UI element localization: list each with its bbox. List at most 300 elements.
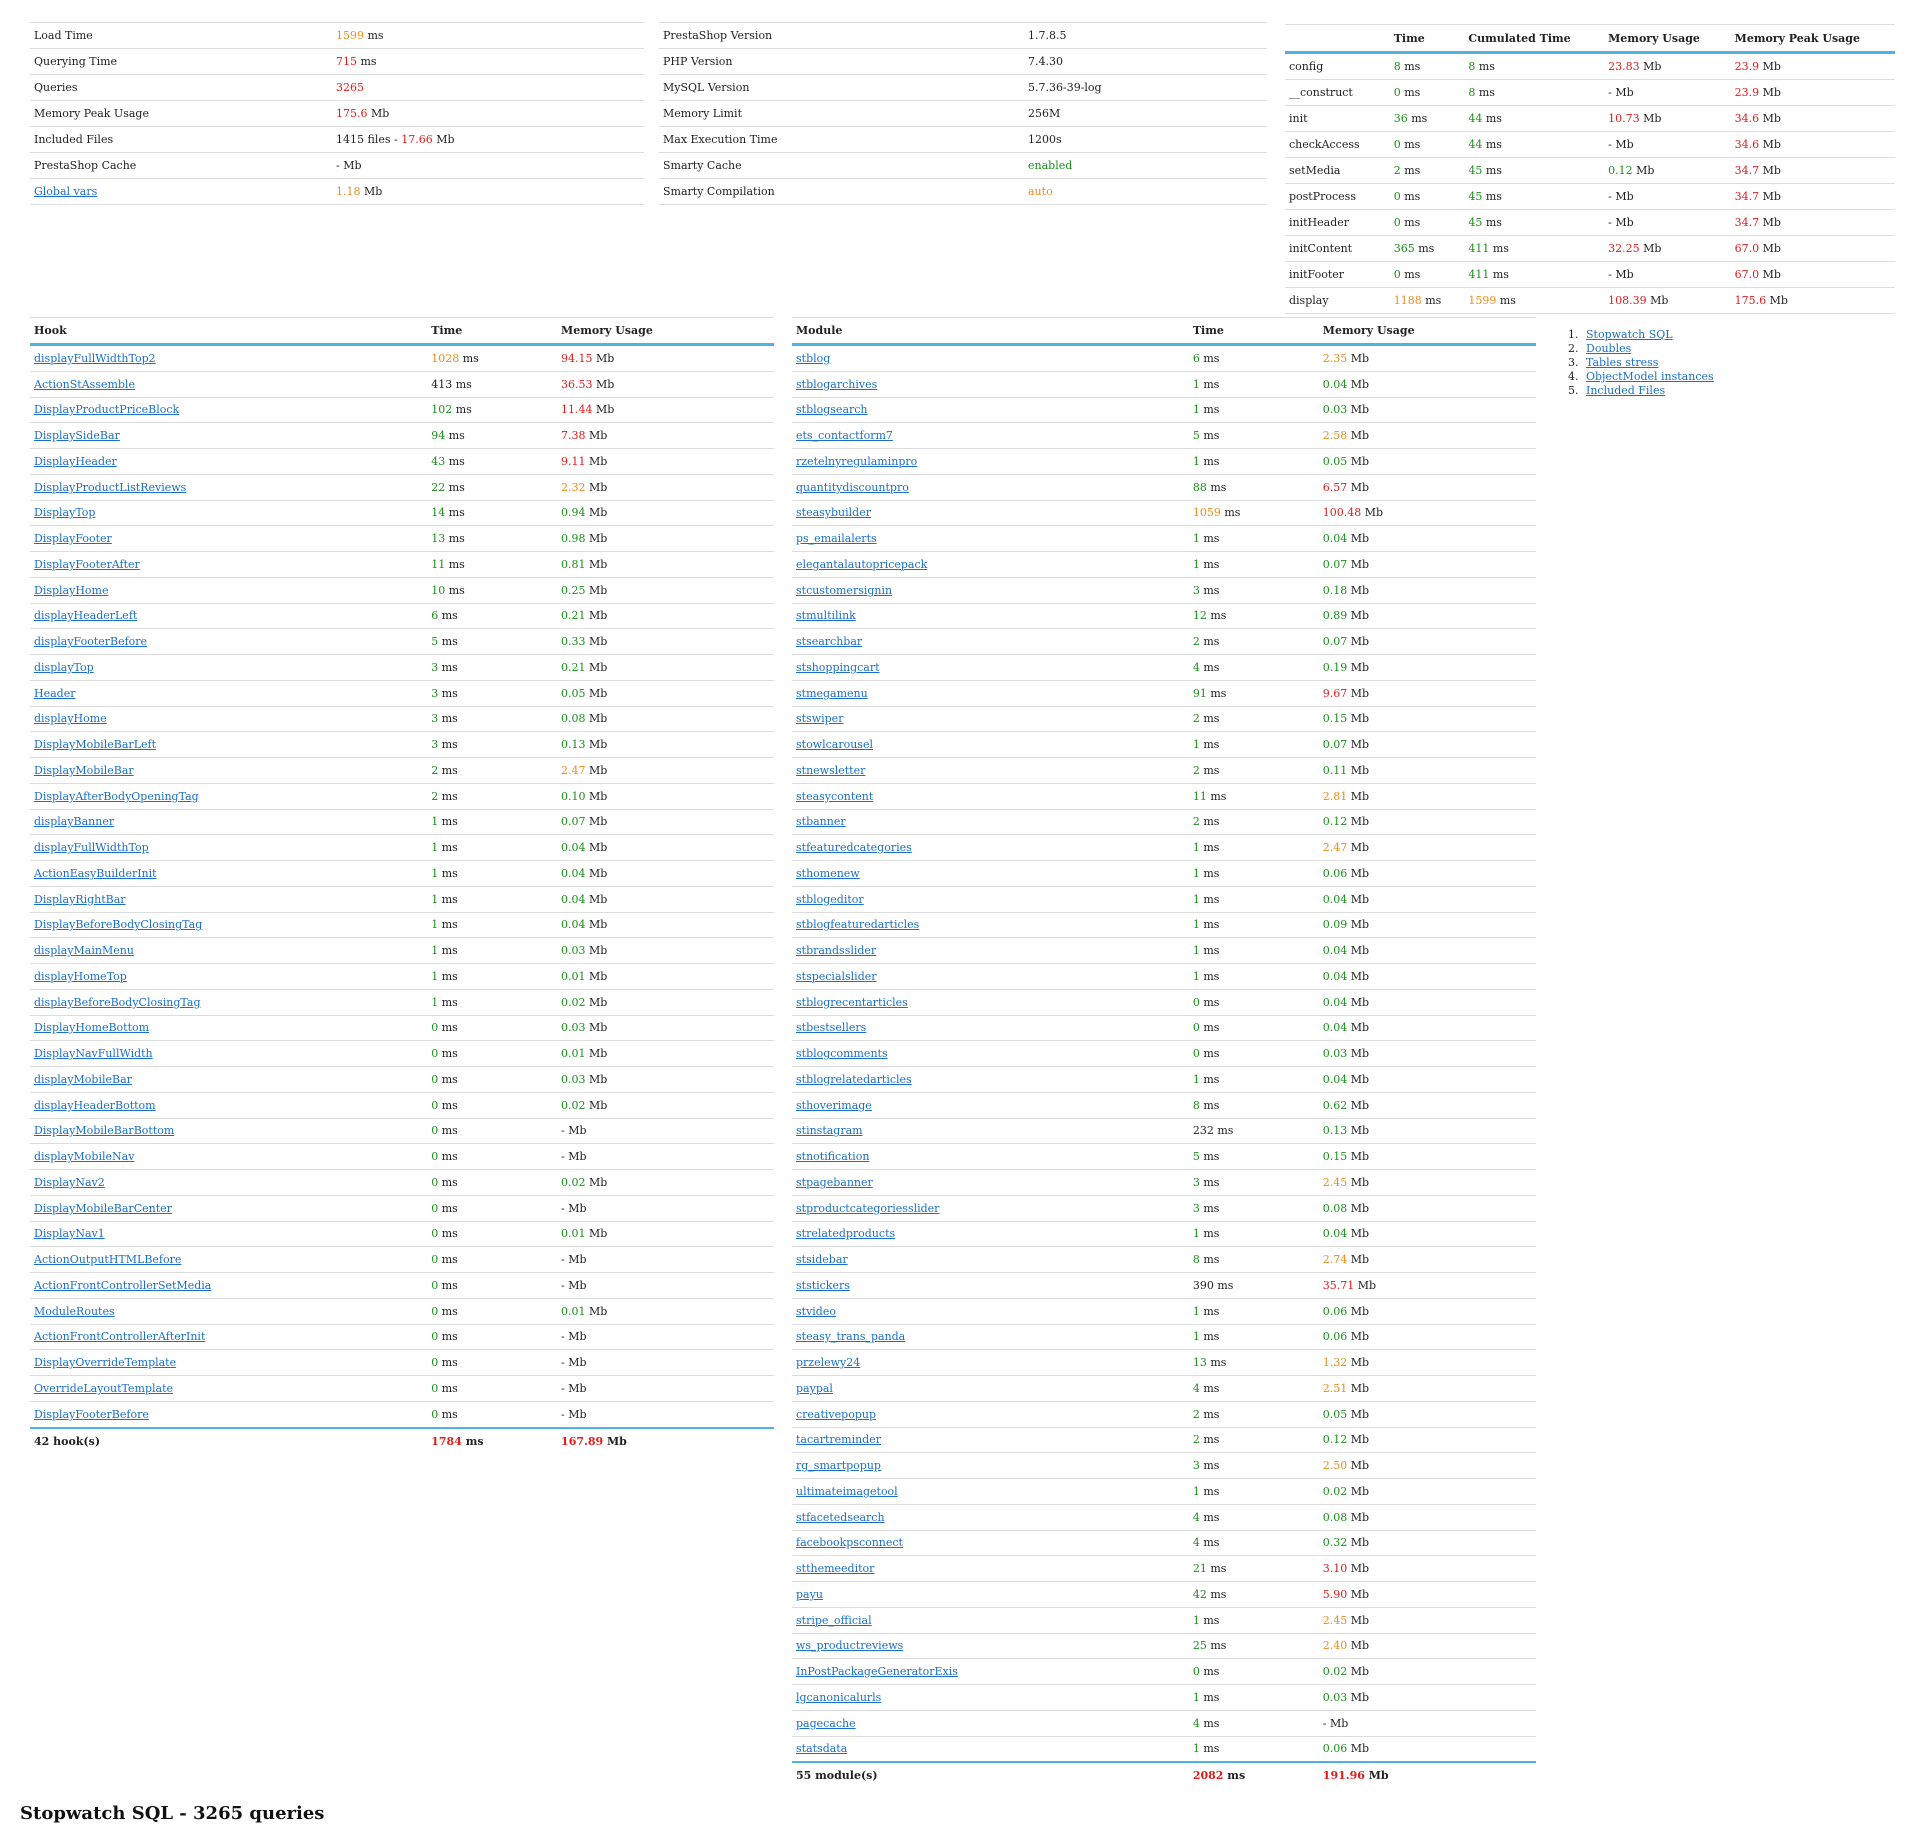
hook-name-link[interactable]: displayHeaderBottom — [34, 1098, 156, 1112]
hook-name-cell — [30, 526, 427, 552]
hook-name-link[interactable]: ActionStAssemble — [34, 377, 135, 391]
unit-label: Mb — [1347, 660, 1370, 674]
module-time-cell — [1189, 1118, 1319, 1144]
hook-name-link[interactable]: DisplayHomeBottom — [34, 1021, 150, 1035]
hook-time-value: 0 — [431, 1175, 439, 1189]
unit-label: Mb — [432, 133, 455, 146]
module-name-link[interactable]: stvideo — [796, 1304, 836, 1318]
hook-memory-value: 0.21 — [561, 660, 586, 674]
profiler-link-item — [1582, 328, 1714, 342]
hook-time-value: 1 — [431, 918, 439, 932]
module-name-link[interactable]: stblogarchives — [796, 377, 878, 391]
module-memory-cell — [1319, 1324, 1536, 1350]
summary-main-table — [30, 22, 644, 205]
hook-time-cell — [427, 861, 557, 887]
hook-time-cell — [427, 1298, 557, 1324]
hook-memory-value: 0.98 — [561, 532, 586, 546]
hook-name-link[interactable]: DisplayMobileBarLeft — [34, 738, 156, 752]
module-memory-value: 0.12 — [1322, 1433, 1348, 1447]
hook-time-value: 0 — [431, 1227, 439, 1241]
module-time-cell — [1189, 912, 1319, 938]
unit-label: ms — [1199, 995, 1220, 1009]
module-memory-cell — [1319, 835, 1536, 861]
summary-label-cell — [30, 23, 332, 49]
unit-label: Mb — [1347, 1098, 1370, 1112]
unit-label: ms — [357, 55, 377, 68]
module-memory-cell — [1319, 397, 1536, 423]
module-time-cell — [1189, 1195, 1319, 1221]
module-name-link[interactable]: stinstagram — [796, 1124, 863, 1138]
hook-name-cell — [30, 1041, 427, 1067]
hook-memory-value: 0.21 — [561, 609, 586, 623]
hook-name-link[interactable]: DisplayProductPriceBlock — [34, 403, 180, 417]
hook-time-cell — [427, 474, 557, 500]
module-memory-value: 2.40 — [1322, 1639, 1348, 1653]
module-name-link[interactable]: stblogcomments — [796, 1047, 888, 1061]
unit-label: ms — [1199, 557, 1220, 571]
controller-cum-value: 44 — [1468, 138, 1483, 151]
module-time-value: 8 — [1192, 1253, 1200, 1267]
module-name-link[interactable]: ststickers — [796, 1278, 850, 1292]
hook-time-value: 0 — [431, 1047, 439, 1061]
module-name-cell — [792, 371, 1189, 397]
controller-step-cell — [1285, 288, 1390, 314]
module-memory-cell — [1319, 1273, 1536, 1299]
module-name-link[interactable]: rzetelnyregulaminpro — [796, 454, 918, 468]
controller-cum-value: 1599 — [1468, 294, 1497, 307]
module-name-link[interactable]: facebookpsconnect — [796, 1536, 903, 1550]
controller-mem-cell — [1604, 53, 1731, 80]
hook-row — [30, 938, 774, 964]
env-value: 1.7.8.5 — [1028, 29, 1067, 42]
controller-peak-cell — [1731, 158, 1895, 184]
module-name-link[interactable]: ws_productreviews — [796, 1639, 904, 1653]
module-name-link[interactable]: stsearchbar — [796, 635, 863, 649]
unit-label: Mb — [585, 1072, 608, 1086]
controller-peak-value: 34.7 — [1734, 164, 1760, 177]
hook-name-link[interactable]: OverrideLayoutTemplate — [34, 1381, 174, 1395]
module-row — [792, 1298, 1536, 1324]
module-memory-cell — [1319, 680, 1536, 706]
module-time-value: 88 — [1192, 480, 1207, 494]
module-name-link[interactable]: stswiper — [796, 712, 844, 726]
unit-label: ms — [1482, 164, 1502, 177]
module-name-link[interactable]: stblogrecentarticles — [796, 995, 908, 1009]
controller-peak-value: 34.7 — [1734, 190, 1760, 203]
hook-row — [30, 989, 774, 1015]
unit-label: Mb — [1759, 60, 1781, 73]
hook-memory-value: 0.04 — [561, 866, 586, 880]
module-name-link[interactable]: ps_emailalerts — [796, 532, 877, 546]
hook-name-cell — [30, 1401, 427, 1427]
hook-name-link[interactable]: Header — [34, 686, 76, 700]
module-name-link[interactable]: stbanner — [796, 815, 846, 829]
env-value-cell — [1024, 153, 1267, 179]
hook-name-link[interactable]: DisplayAfterBodyOpeningTag — [34, 789, 199, 803]
hook-memory-value: 0.01 — [561, 1304, 586, 1318]
module-memory-value: 2.51 — [1322, 1381, 1348, 1395]
hook-name-cell — [30, 1015, 427, 1041]
unit-label: ms — [438, 738, 458, 752]
profiler-link[interactable]: Stopwatch SQL — [1586, 328, 1673, 341]
module-time-cell — [1189, 1067, 1319, 1093]
hook-time-value: 0 — [431, 1021, 439, 1035]
hook-row — [30, 783, 774, 809]
hook-name-link[interactable]: DisplaySideBar — [34, 429, 120, 443]
module-name-link[interactable]: stmegamenu — [796, 686, 868, 700]
hook-name-cell — [30, 423, 427, 449]
hook-memory-value: 0.25 — [561, 583, 586, 597]
summary-value-cell — [332, 179, 644, 205]
module-name-link[interactable]: stblogfeaturedarticles — [796, 918, 920, 932]
hook-name-cell — [30, 1221, 427, 1247]
module-row — [792, 397, 1536, 423]
module-name-link[interactable]: creativepopup — [796, 1407, 876, 1421]
hook-name-link[interactable]: displayHeaderLeft — [34, 609, 138, 623]
hook-name-link[interactable]: DisplayFooterAfter — [34, 557, 140, 571]
hook-name-link[interactable]: DisplayRightBar — [34, 892, 126, 906]
hook-memory-value: 2.47 — [561, 763, 586, 777]
module-name-link[interactable]: stbestsellers — [796, 1021, 867, 1035]
hook-row — [30, 809, 774, 835]
unit-label: ms — [1407, 112, 1428, 125]
hook-name-link[interactable]: DisplayBeforeBodyClosingTag — [34, 918, 203, 932]
env-label-cell — [659, 179, 1024, 205]
unit-label: Mb — [1347, 635, 1370, 649]
hook-name-link[interactable]: DisplayNav2 — [34, 1175, 105, 1189]
unit-label: Mb — [1347, 866, 1370, 880]
module-name-link[interactable]: steasycontent — [796, 789, 874, 803]
module-name-link[interactable]: ets_contactform7 — [796, 429, 893, 443]
module-name-cell — [792, 1376, 1189, 1402]
hook-memory-value: 0.94 — [561, 506, 586, 520]
module-name-link[interactable]: stcustomersignin — [796, 583, 893, 597]
unit-label: ms — [438, 660, 458, 674]
hook-name-link[interactable]: ModuleRoutes — [34, 1304, 115, 1318]
controller-column-header — [1285, 25, 1390, 53]
module-name-link[interactable]: stblogeditor — [796, 892, 864, 906]
controller-step-name: __construct — [1289, 86, 1353, 99]
module-memory-value: 0.05 — [1322, 1407, 1348, 1421]
unit-label: ms — [1199, 403, 1220, 417]
controller-step-name: initHeader — [1289, 216, 1350, 229]
module-time-cell — [1189, 371, 1319, 397]
controller-mem-cell — [1604, 80, 1731, 106]
summary-value: 715 — [336, 55, 357, 68]
hook-name-link[interactable]: displayMobileBar — [34, 1072, 132, 1086]
module-name-link[interactable]: sthoverimage — [796, 1098, 872, 1112]
hook-name-link[interactable]: displayHome — [34, 712, 107, 726]
module-memory-value: 0.04 — [1322, 1072, 1348, 1086]
hook-name-link[interactable]: DisplayFooterBefore — [34, 1407, 149, 1421]
unit-label: Mb — [592, 377, 615, 391]
hook-time-cell — [427, 809, 557, 835]
unit-label: Mb — [585, 995, 608, 1009]
unit-label: Mb — [1347, 480, 1370, 494]
hook-memory-cell — [557, 500, 774, 526]
hook-name-link[interactable]: DisplayMobileBar — [34, 763, 134, 777]
controller-step-cell — [1285, 210, 1390, 236]
hook-name-link[interactable]: DisplayProductListReviews — [34, 480, 187, 494]
module-name-link[interactable]: pagecache — [796, 1716, 856, 1730]
unit-label: ms — [438, 1253, 458, 1267]
module-memory-value: 0.08 — [1322, 1510, 1348, 1524]
hook-name-link[interactable]: ActionFrontControllerAfterInit — [34, 1330, 206, 1344]
hook-time-value: 10 — [431, 583, 446, 597]
controller-step-name: config — [1289, 60, 1324, 73]
module-name-cell — [792, 861, 1189, 887]
hook-name-link[interactable]: displayMainMenu — [34, 944, 134, 958]
controller-step-name: checkAccess — [1289, 138, 1360, 151]
module-row — [792, 500, 1536, 526]
hook-name-cell — [30, 1092, 427, 1118]
env-value: 1200s — [1028, 133, 1062, 146]
controller-cum-value: 8 — [1468, 86, 1476, 99]
unit-label: Mb — [585, 635, 608, 649]
module-name-link[interactable]: tacartreminder — [796, 1433, 881, 1447]
hook-name-link[interactable]: DisplayMobileBarCenter — [34, 1201, 172, 1215]
module-time-value: 1 — [1192, 1227, 1200, 1241]
module-time-value: 232 — [1192, 1124, 1214, 1138]
module-name-link[interactable]: stblog — [796, 351, 831, 365]
unit-label: Mb — [1759, 112, 1781, 125]
unit-label: Mb — [585, 686, 608, 700]
hook-name-link[interactable]: ActionOutputHTMLBefore — [34, 1253, 182, 1267]
module-row — [792, 526, 1536, 552]
module-memory-cell — [1319, 1685, 1536, 1711]
module-memory-value: 0.06 — [1322, 1742, 1348, 1756]
module-time-cell — [1189, 938, 1319, 964]
module-memory-cell — [1319, 1350, 1536, 1376]
controller-peak-value: 23.9 — [1734, 60, 1760, 73]
module-name-cell — [792, 1582, 1189, 1608]
unit-label: Mb — [360, 185, 383, 198]
module-row — [792, 1092, 1536, 1118]
module-row — [792, 1736, 1536, 1762]
unit-label: Mb — [1347, 454, 1370, 468]
unit-label: ms — [1206, 789, 1227, 803]
unit-label: Mb — [585, 1098, 608, 1112]
module-memory-cell — [1319, 861, 1536, 887]
hook-memory-value: 0.05 — [561, 686, 586, 700]
unit-label: Mb — [1347, 789, 1370, 803]
module-name-link[interactable]: strelatedproducts — [796, 1227, 896, 1241]
module-time-cell — [1189, 526, 1319, 552]
module-name-link[interactable]: stblogrelatedarticles — [796, 1072, 912, 1086]
hook-time-cell — [427, 680, 557, 706]
module-name-link[interactable]: steasy_trans_panda — [796, 1330, 906, 1344]
hook-name-link[interactable]: ActionFrontControllerSetMedia — [34, 1278, 212, 1292]
hook-name-link[interactable]: displayBeforeBodyClosingTag — [34, 995, 201, 1009]
hooks-table — [30, 317, 774, 1454]
controller-cum-cell — [1464, 80, 1604, 106]
profiler-link[interactable]: Included Files — [1586, 384, 1666, 397]
unit-label: ms — [438, 1356, 458, 1370]
unit-label: ms — [1199, 1459, 1220, 1473]
module-name-link[interactable]: stshoppingcart — [796, 660, 880, 674]
module-time-value: 4 — [1192, 1716, 1200, 1730]
module-name-link[interactable]: ultimateimagetool — [796, 1484, 898, 1498]
hook-memory-cell — [557, 577, 774, 603]
hook-row — [30, 449, 774, 475]
hook-name-link[interactable]: displayFullWidthTop — [34, 841, 149, 855]
module-name-link[interactable]: stnotification — [796, 1150, 870, 1164]
module-row — [792, 1582, 1536, 1608]
unit-label: Mb — [1347, 1433, 1370, 1447]
hook-name-link[interactable]: displayBanner — [34, 815, 115, 829]
module-memory-cell — [1319, 1298, 1536, 1324]
module-name-link[interactable]: InPostPackageGeneratorExis — [796, 1665, 958, 1679]
module-name-link[interactable]: statsdata — [796, 1742, 848, 1756]
controller-row — [1285, 210, 1895, 236]
module-time-value: 8 — [1192, 1098, 1200, 1112]
summary-value: - — [336, 159, 340, 172]
unit-label: ms — [438, 1021, 458, 1035]
module-name-link[interactable]: stripe_official — [796, 1613, 872, 1627]
hook-name-link[interactable]: DisplayTop — [34, 506, 96, 520]
module-name-link[interactable]: stthemeeditor — [796, 1562, 875, 1576]
module-row — [792, 758, 1536, 784]
module-column-header: Time — [1189, 318, 1319, 345]
hook-memory-value: 7.38 — [561, 429, 586, 443]
hook-row — [30, 886, 774, 912]
module-name-link[interactable]: stspecialslider — [796, 969, 877, 983]
unit-label: ms — [1199, 1047, 1220, 1061]
unit-label: Mb — [585, 660, 608, 674]
hook-time-value: 13 — [431, 532, 446, 546]
module-time-cell — [1189, 680, 1319, 706]
controller-cum-value: 411 — [1468, 268, 1490, 281]
unit-label: ms — [438, 995, 458, 1009]
module-memory-value: 0.06 — [1322, 866, 1348, 880]
module-name-link[interactable]: przelewy24 — [796, 1356, 861, 1370]
module-name-link[interactable]: quantitydiscountpro — [796, 480, 909, 494]
controller-row — [1285, 262, 1895, 288]
unit-label: Mb — [1611, 138, 1634, 151]
module-name-link[interactable]: stmultilink — [796, 609, 856, 623]
controller-time-value: 0 — [1393, 138, 1401, 151]
module-name-cell — [792, 1247, 1189, 1273]
hook-name-link[interactable]: DisplayMobileBarBottom — [34, 1124, 175, 1138]
env-label: Smarty Cache — [663, 159, 742, 172]
unit-label: Mb — [1347, 763, 1370, 777]
unit-label: ms — [1400, 268, 1421, 281]
module-name-link[interactable]: stfacetedsearch — [796, 1510, 885, 1524]
unit-label: Mb — [585, 429, 608, 443]
hook-name-link[interactable]: displayHomeTop — [34, 969, 127, 983]
hook-name-link[interactable]: DisplayOverrideTemplate — [34, 1356, 177, 1370]
unit-label: ms — [1199, 1175, 1220, 1189]
controller-mem-value: - — [1608, 216, 1612, 229]
hook-name-link[interactable]: DisplayHeader — [34, 454, 117, 468]
hook-name-link[interactable]: DisplayFooter — [34, 532, 112, 546]
module-time-value: 1 — [1192, 944, 1200, 958]
unit-label: Mb — [592, 351, 615, 365]
module-name-link[interactable]: lgcanonicalurls — [796, 1690, 882, 1704]
module-time-cell — [1189, 835, 1319, 861]
module-name-link[interactable]: stbrandsslider — [796, 944, 877, 958]
module-name-link[interactable]: stsidebar — [796, 1253, 848, 1267]
hook-name-link[interactable]: displayMobileNav — [34, 1150, 135, 1164]
module-time-value: 4 — [1192, 1381, 1200, 1395]
module-time-value: 13 — [1192, 1356, 1207, 1370]
module-row — [792, 1633, 1536, 1659]
module-name-link[interactable]: stblogsearch — [796, 403, 868, 417]
controller-cum-cell — [1464, 210, 1604, 236]
summary-row — [30, 153, 644, 179]
controller-peak-cell — [1731, 132, 1895, 158]
module-memory-value: 0.04 — [1322, 1227, 1348, 1241]
hook-row — [30, 1401, 774, 1427]
hook-time-value: 6 — [431, 609, 439, 623]
hook-name-link[interactable]: DisplayHome — [34, 583, 109, 597]
unit-label: ms — [1199, 1381, 1220, 1395]
hook-time-value: 0 — [431, 1201, 439, 1215]
hook-name-link[interactable]: DisplayNav1 — [34, 1227, 105, 1241]
controller-mem-cell — [1604, 184, 1731, 210]
hook-row — [30, 1298, 774, 1324]
profiler-link[interactable]: ObjectModel instances — [1586, 370, 1714, 383]
module-row — [792, 706, 1536, 732]
module-name-link[interactable]: steasybuilder — [796, 506, 871, 520]
hook-name-cell — [30, 1273, 427, 1299]
unit-label: Mb — [1759, 86, 1781, 99]
module-row — [792, 603, 1536, 629]
hook-time-cell — [427, 345, 557, 372]
module-name-link[interactable]: rg_smartpopup — [796, 1459, 881, 1473]
module-name-cell — [792, 1633, 1189, 1659]
unit-label: Mb — [1611, 216, 1634, 229]
module-name-link[interactable]: payu — [796, 1587, 823, 1601]
module-memory-cell — [1319, 1092, 1536, 1118]
module-name-cell — [792, 1607, 1189, 1633]
unit-label: Mb — [585, 712, 608, 726]
module-time-cell — [1189, 629, 1319, 655]
unit-label: Mb — [1759, 216, 1781, 229]
module-name-link[interactable]: paypal — [796, 1381, 833, 1395]
env-label-cell — [659, 49, 1024, 75]
profiler-link[interactable]: Tables stress — [1586, 356, 1659, 369]
profiler-link[interactable]: Doubles — [1586, 342, 1632, 355]
hook-name-link[interactable]: displayFullWidthTop2 — [34, 351, 156, 365]
hook-name-link[interactable]: ActionEasyBuilderInit — [34, 866, 157, 880]
hook-time-value: 43 — [431, 454, 446, 468]
module-name-link[interactable]: stnewsletter — [796, 763, 866, 777]
module-name-link[interactable]: sthomenew — [796, 866, 860, 880]
controller-peak-cell — [1731, 262, 1895, 288]
hook-memory-cell — [557, 1298, 774, 1324]
hook-memory-cell — [557, 1401, 774, 1427]
unit-label: ms — [1199, 1484, 1220, 1498]
hook-total-memory-cell — [557, 1428, 774, 1454]
module-memory-cell — [1319, 1607, 1536, 1633]
module-name-link[interactable]: stfeaturedcategories — [796, 841, 912, 855]
module-name-link[interactable]: elegantalautopricepack — [796, 557, 928, 571]
module-name-link[interactable]: stowlcarousel — [796, 738, 873, 752]
unit-label: Mb — [1759, 268, 1781, 281]
hook-name-link[interactable]: DisplayNavFullWidth — [34, 1047, 153, 1061]
module-name-link[interactable]: stpagebanner — [796, 1175, 873, 1189]
hook-name-link[interactable]: displayFooterBefore — [34, 635, 148, 649]
global-vars-link[interactable]: Global vars — [34, 185, 98, 198]
module-name-link[interactable]: stproductcategoriesslider — [796, 1201, 940, 1215]
env-label-cell — [659, 153, 1024, 179]
hook-name-link[interactable]: displayTop — [34, 660, 94, 674]
unit-label: ms — [1199, 763, 1220, 777]
hook-time-cell — [427, 706, 557, 732]
unit-label: Mb — [1347, 1742, 1370, 1756]
module-time-value: 0 — [1192, 1021, 1200, 1035]
